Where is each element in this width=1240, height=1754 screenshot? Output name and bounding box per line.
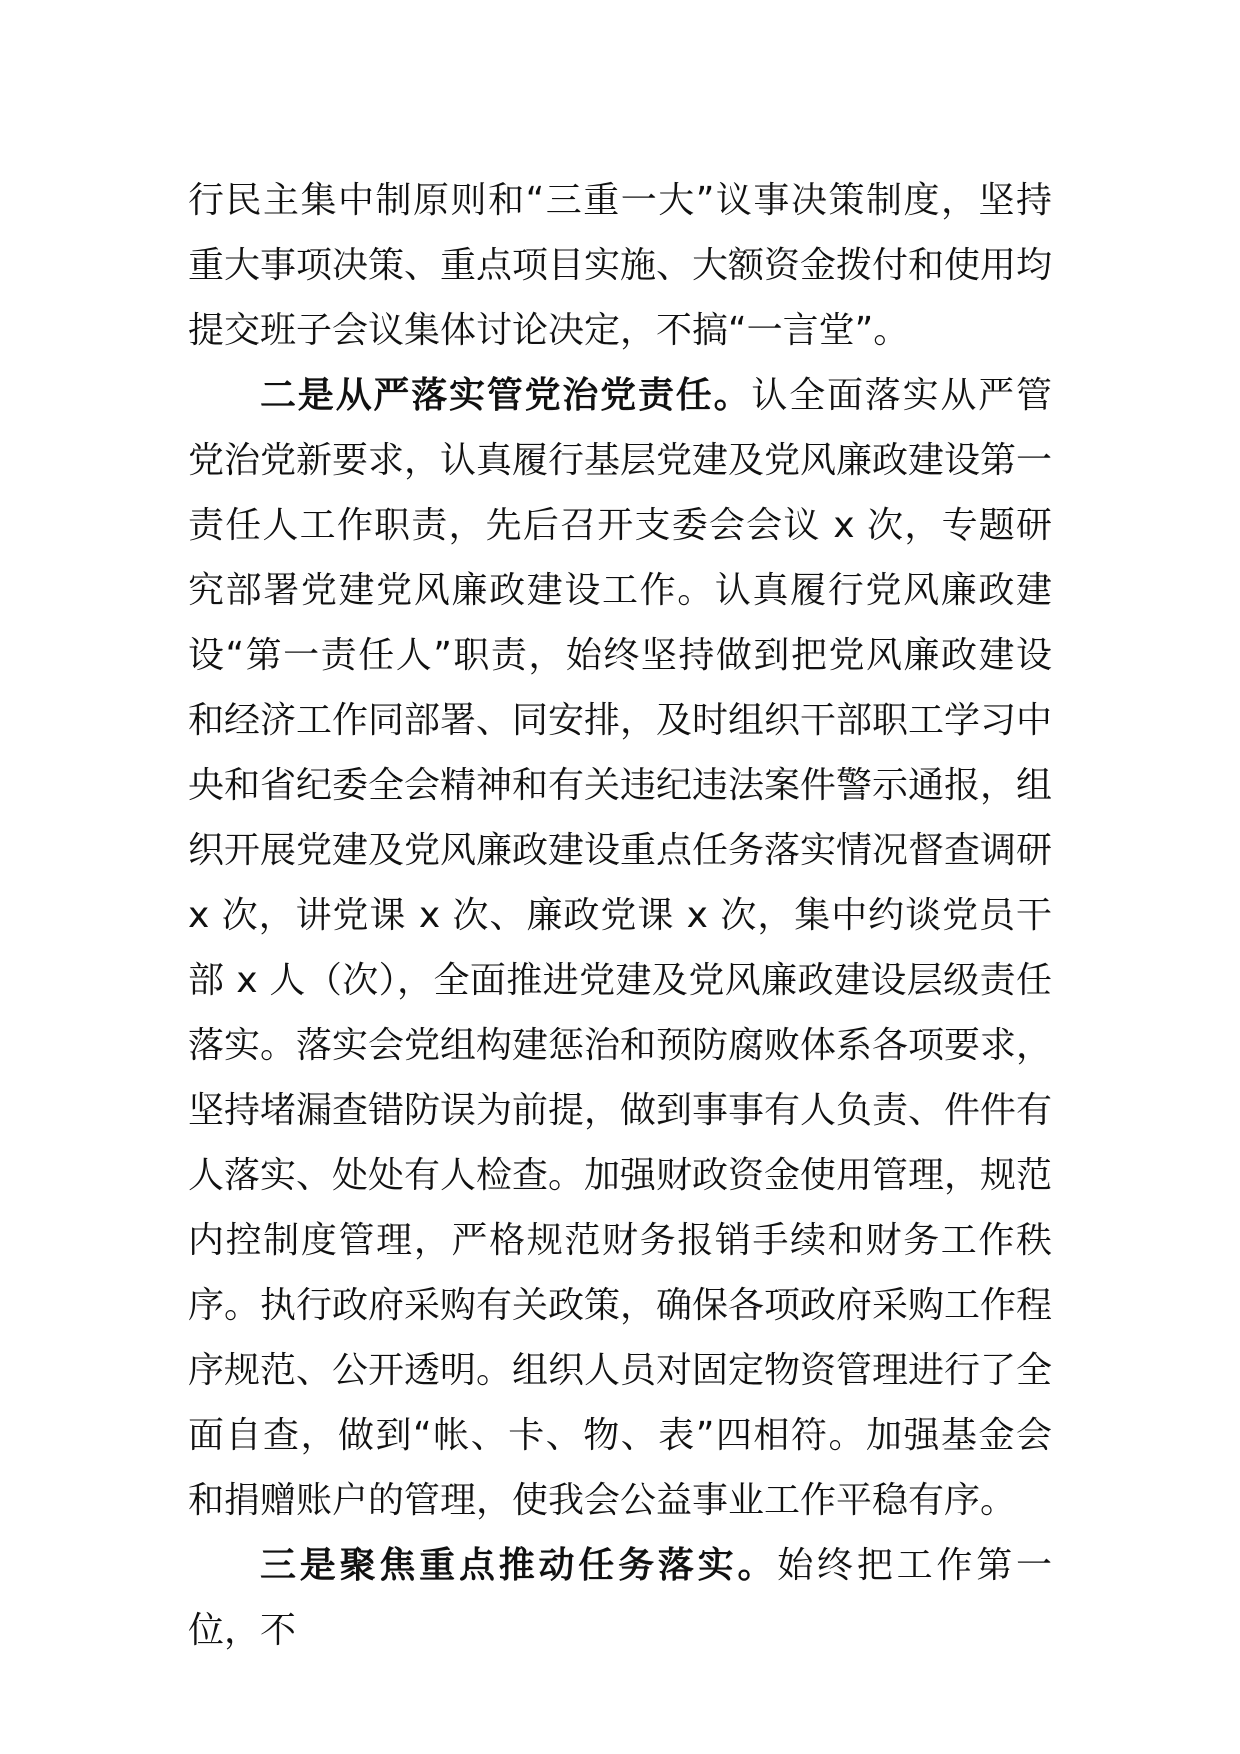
paragraph-party-responsibility: [188, 363, 1052, 1533]
paragraph-heading: 三是聚焦重点推动任务落实。: [260, 1545, 778, 1586]
document-body: [188, 168, 1052, 1663]
paragraph-text: 始终把工作第一位，不: [188, 1545, 1052, 1651]
paragraph-task-implementation: [188, 1533, 1052, 1663]
paragraph-text: 认全面落实从严管党治党新要求，认真履行基层党建及党风廉政建设第一责任人工作职责，先后召开支委会会议 x 次，专题研究部署党建党风廉政建设工作。认真履行党风廉政建设“第一责任人”职责，始终坚持做到把党风廉政建设和经济工作同部署、同安排，及时组织干部职工学习中央和省纪委全会精神和有关违纪违法案件警示通报，组织开展党建及党风廉政建设重点任务落实情况督查调研 x 次，讲党课 x 次、廉政党课 x 次，集中约谈党员干部 x 人（次），全面推进党建及党风廉政建设层级责任落实。落实会党组构建惩治和预防腐败体系各项要求，坚持堵漏查错防误为前提，做到事事有人负责、件件有人落实、处处有人检查。加强财政资金使用管理，规范内控制度管理，严格规范财务报销手续和财务工作秩序。执行政府采购有关政策，确保各项政府采购工作程序规范、公开透明。组织人员对固定物资管理进行了全面自查，做到“帐、卡、物、表”四相符。加强基金会和捐赠账户的管理，使我会公益事业工作平稳有序。: [188, 375, 1053, 1521]
paragraph-text: 行民主集中制原则和“三重一大”议事决策制度，坚持重大事项决策、重点项目实施、大额资金拨付和使用均提交班子会议集体讨论决定，不搞“一言堂”。: [188, 180, 1053, 351]
paragraph-heading: 二是从严落实管党治党责任。: [260, 375, 752, 416]
paragraph-continued: [188, 168, 1052, 363]
